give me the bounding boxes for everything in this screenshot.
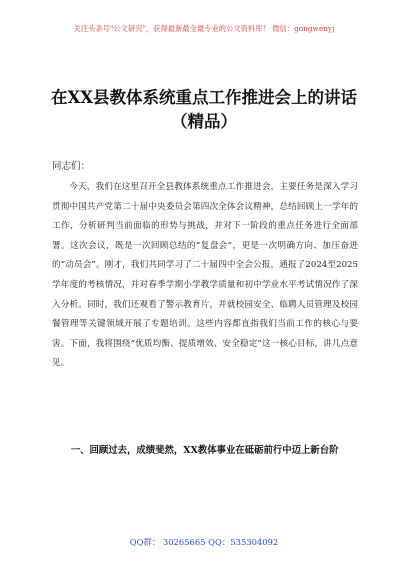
section-heading: 一、回顾过去，成绩斐然，XX教体事业在砥砺前行中迈上新台阶 [70, 445, 339, 456]
header-banner: 关注头条号"公文研究"，获得最新最全最专业的公文资料库！ 微信：gongwenyj [73, 24, 335, 33]
salutation: 同志们： [52, 161, 91, 172]
document-title: 在XX县教体系统重点工作推进会上的讲话（精品） [50, 88, 358, 131]
footer-contact: QQ群： 30265665 QQ：535304092 [129, 537, 279, 547]
body-paragraph: 今天，我们在这里召开全县教体系统重点工作推进会，主要任务是深入学习贯彻中国共产党第二十届中央委员会第四次全体会议精神，总结回顾上一学年的工作，分析研判当前面临的形势与挑战，并对下一阶段的重点任务进行全面部署。这次会议，既是一次回顾总结的“复盘会”，更是一次明确方向、加压奋进的“动员会”。刚才，我们共同学习了二十届四中全会公报，通报了2024至2025学年度的考核情况，并对春季学期小学教学质量和初中学业水平考试情况作了深入分析。同时，我们还观看了警示教育片，并就校园安全、临聘人员管理及校园餐管理等关键领域开展了专题培训。这些内容都直指我们当前工作的核心与要害。下面，我将围绕“优质均衡、提质增效、安全稳定”这一核心目标，讲几点意见。 [52, 182, 358, 369]
